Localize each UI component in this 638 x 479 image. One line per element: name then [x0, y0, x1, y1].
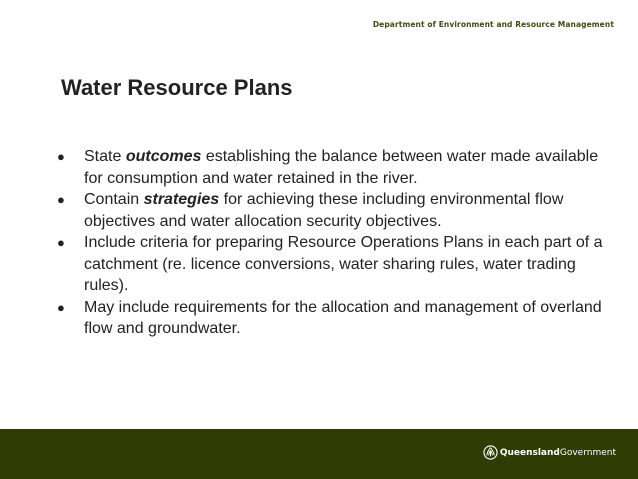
list-item [54, 189, 614, 232]
logo-government: Government [559, 447, 616, 458]
logo-name: Queensland [499, 447, 560, 458]
bullet-text: Contain [84, 191, 144, 208]
list-item [54, 146, 614, 189]
footer-bar [0, 429, 638, 479]
bullet-list [54, 146, 614, 340]
department-name: Department of Environment and Resource Management [372, 20, 614, 29]
bullet-emphasis: strategies [143, 191, 220, 208]
bullet-dot-icon: ● [57, 299, 65, 315]
bullet-dot-icon: ● [57, 192, 65, 207]
slide-title: Water Resource Plans [61, 75, 293, 100]
list-item [54, 297, 614, 340]
bullet-text: for achieving these including environmental flow objectives and water allocation security objectives. [84, 191, 564, 230]
queensland-crest-icon [483, 445, 498, 460]
bullet-dot-icon: ● [57, 235, 65, 250]
bullet-text: State [84, 148, 126, 165]
queensland-government-logo [483, 445, 616, 460]
bullet-text: establishing the balance between water made available for consumption and water retained in the river. [84, 148, 599, 187]
bullet-emphasis: outcomes [125, 148, 202, 165]
list-item [54, 232, 614, 297]
bullet-dot-icon: ● [57, 149, 65, 164]
bullet-text: Include criteria for preparing Resource Operations Plans in each part of a catchment (re. licence conversions, water sharing rules, water trading rules). [84, 234, 603, 294]
bullet-text: May include requirements for the allocation and management of overland flow and groundwater. [84, 298, 602, 337]
